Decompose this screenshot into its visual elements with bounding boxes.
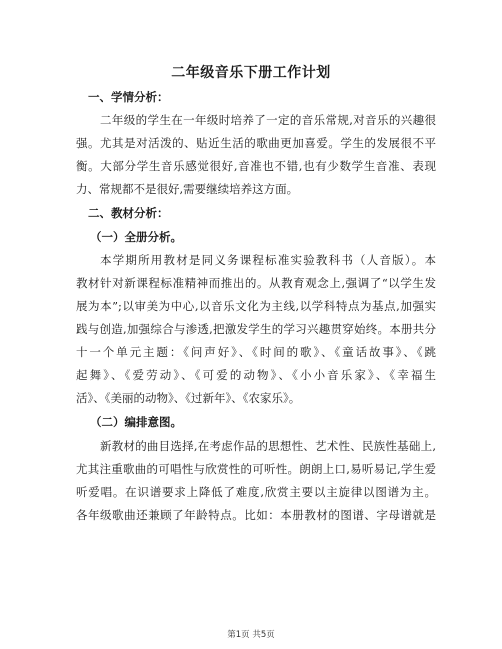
paragraph-line: 尤其注重歌曲的可唱性与欣赏性的可听性。朗朗上口,易听易记,学生爱: [76, 462, 436, 476]
subsection-heading-overall-analysis: （一）全册分析。: [90, 230, 182, 244]
paragraph-line: 十一个单元主题：《问声好》、《时间的歌》、《童话故事》、《跳: [76, 345, 436, 359]
page-footer: 第1页 共5页: [227, 630, 275, 640]
paragraph-line: 二年级的学生在一年级时培养了一定的音乐常规,对音乐的兴趣很: [100, 113, 436, 127]
paragraph-line: 践与创造,加强综合与渗透,把激发学生的学习兴趣贯穿始终。本册共分: [76, 322, 436, 336]
section-heading-learning-analysis: 一、学情分析：: [88, 90, 169, 104]
paragraph-line: 听爱唱。在识谱要求上降低了难度,欣赏主要以主旋律以图谱为主。: [76, 485, 436, 499]
paragraph-line: 新教材的曲目选择,在考虑作品的思想性、艺术性、民族性基础上,: [100, 439, 436, 453]
paragraph-line: 展为本”;以审美为中心,以音乐文化为主线,以学科特点为基点,加强实: [76, 299, 436, 313]
paragraph-line: 本学期所用教材是同义务课程标准实验教科书（人音版）。本: [100, 253, 436, 267]
section-heading-textbook-analysis: 二、教材分析：: [88, 206, 169, 220]
paragraph-line: 活》、《美丽的动物》、《过新年》、《农家乐》。: [76, 391, 301, 405]
paragraph-line: 教材针对新课程标准精神而推出的。从教育观念上,强调了“以学生发: [76, 276, 436, 290]
paragraph-line: 强。尤其是对活泼的、贴近生活的歌曲更加喜爱。学生的发展很不平: [76, 136, 436, 150]
paragraph-line: 衡。大部分学生音乐感觉很好,音准也不错,也有少数学生音准、表现: [76, 159, 436, 173]
paragraph-line: 起舞》、《爱劳动》、《可爱的动物》、《小小音乐家》、《幸福生: [76, 368, 436, 382]
subsection-heading-arrangement-intent: （二）编排意图。: [90, 415, 182, 429]
paragraph-line: 各年级歌曲还兼顾了年龄特点。比如：本册教材的图谱、字母谱就是: [76, 508, 436, 522]
page-title: 二年级音乐下册工作计划: [171, 65, 331, 81]
paragraph-line: 力、常规都不是很好,需要继续培养这方面。: [76, 182, 299, 196]
